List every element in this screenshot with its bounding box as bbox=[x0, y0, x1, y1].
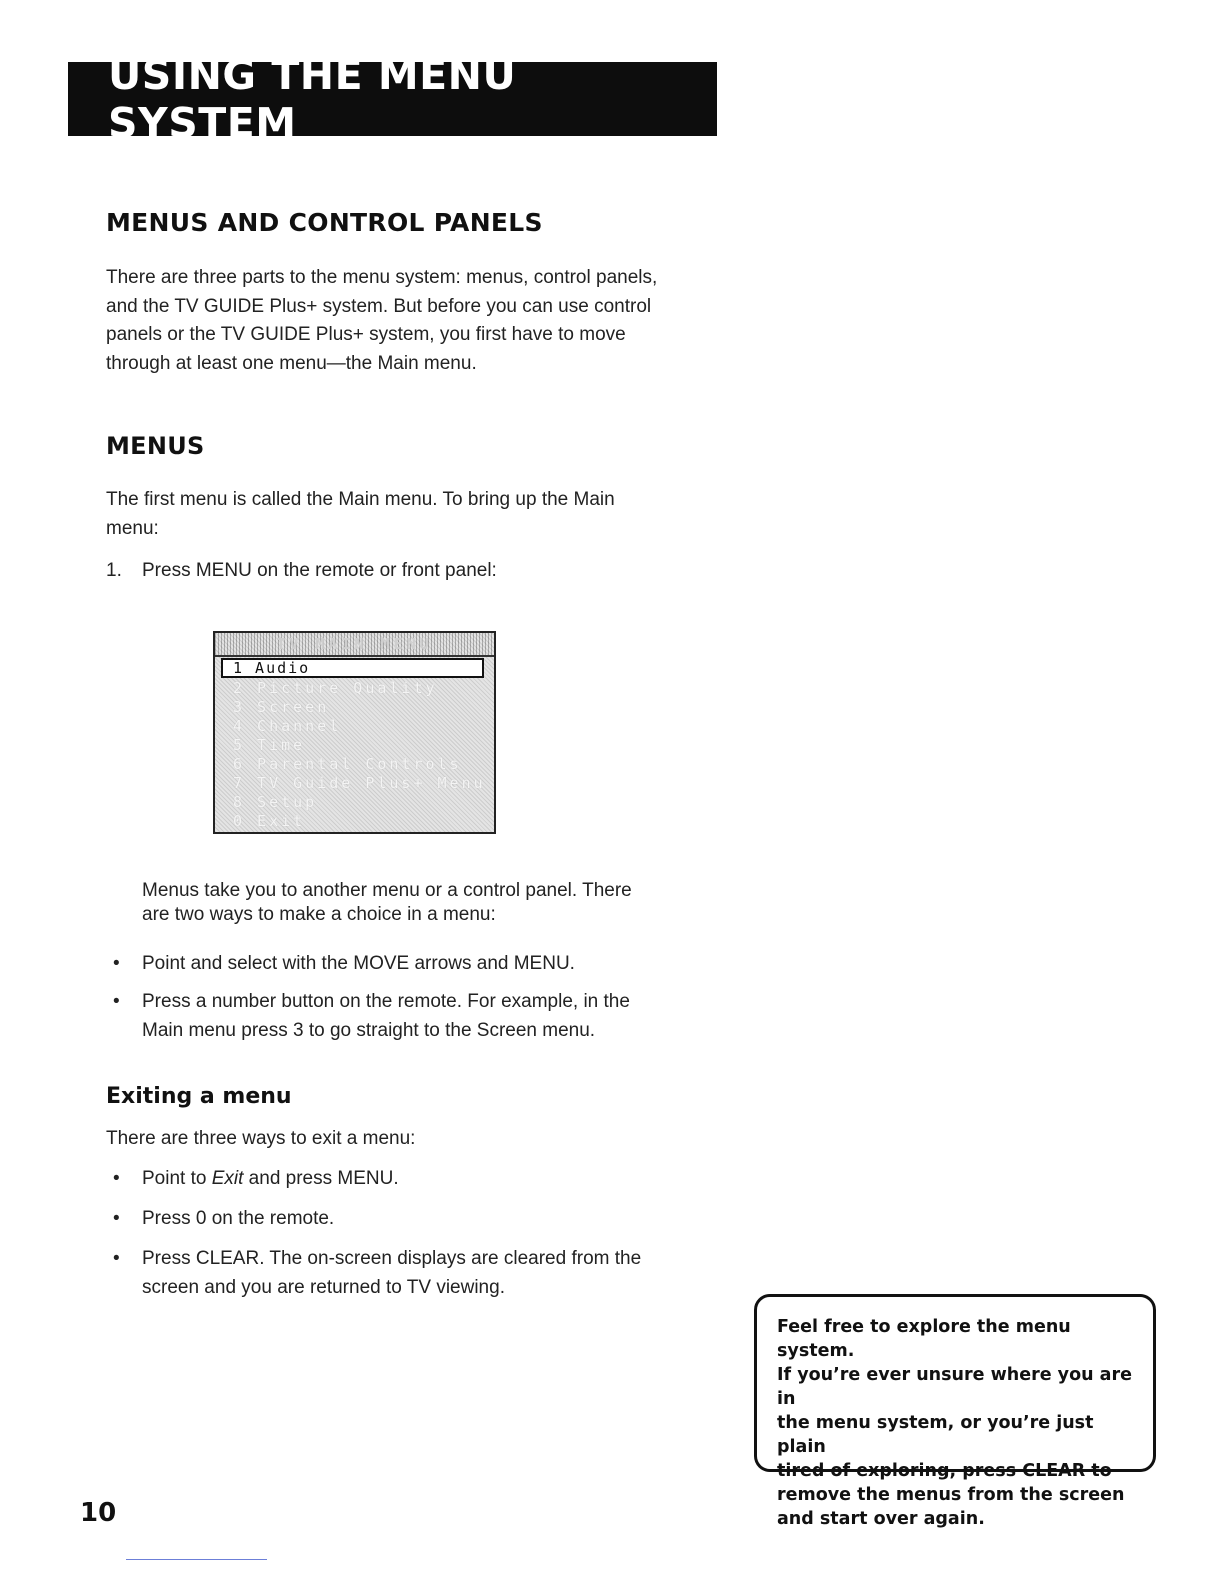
step-text: Press MENU on the remote or front panel: bbox=[142, 560, 497, 581]
tip-line: tired of exploring, press CLEAR to bbox=[777, 1461, 1112, 1481]
intro-paragraph bbox=[106, 264, 726, 378]
bullet-dot: • bbox=[113, 1248, 120, 1269]
bullet-text bbox=[142, 988, 726, 1045]
tip-line: If you’re ever unsure where you are in bbox=[777, 1365, 1132, 1409]
bullet-line: Press CLEAR. The on-screen displays are cleared from the bbox=[142, 1248, 642, 1269]
main-menu-paragraph bbox=[106, 486, 706, 543]
bullet-line: Press a number button on the remote. For example, in the bbox=[142, 991, 630, 1012]
intro-line: through at least one menu—the Main menu. bbox=[106, 352, 477, 374]
tv-menu-item-picture-quality: 2 Picture Quality bbox=[233, 679, 438, 697]
tip-line: Feel free to explore the menu system. bbox=[777, 1317, 1071, 1361]
bullet-press-clear bbox=[106, 1245, 726, 1302]
tip-box bbox=[754, 1294, 1156, 1529]
intro-line: There are three parts to the menu system: menus, control panels, bbox=[106, 267, 658, 288]
footer-rule bbox=[126, 1559, 267, 1560]
bullet-dot: • bbox=[113, 1208, 120, 1229]
intro-line: and the TV GUIDE Plus+ system. But before you can use control bbox=[106, 295, 652, 317]
bullet-dot: • bbox=[113, 953, 120, 974]
bullet-text-after: and press MENU. bbox=[243, 1168, 399, 1189]
bullet-dot: • bbox=[113, 991, 120, 1012]
bullet-press-zero bbox=[106, 1205, 726, 1234]
tip-text bbox=[777, 1315, 1139, 1531]
heading-menus: MENUS bbox=[106, 432, 205, 460]
tv-menu-item-screen: 3 Screen bbox=[233, 698, 330, 716]
tv-menu-item-setup: 8 Setup bbox=[233, 793, 318, 811]
tip-line: the menu system, or you’re just plain bbox=[777, 1413, 1094, 1457]
intro-line: panels or the TV GUIDE Plus+ system, you first have to move bbox=[106, 324, 626, 345]
paragraph-line: are two ways to make a choice in a menu: bbox=[142, 904, 496, 925]
menus-explanation-paragraph bbox=[142, 879, 722, 927]
tv-menu-list bbox=[215, 658, 494, 831]
tip-line: and start over again. bbox=[777, 1509, 985, 1529]
tv-menu-item-tv-guide-plus: 7 TV Guide Plus+ Menu bbox=[233, 774, 486, 792]
bullet-text: Press 0 on the remote. bbox=[142, 1208, 335, 1229]
tv-main-menu-screenshot bbox=[213, 631, 496, 834]
tv-menu-item-time: 5 Time bbox=[233, 736, 306, 754]
bullet-text-italic: Exit bbox=[211, 1168, 244, 1189]
tv-menu-item-audio: 1 Audio bbox=[221, 658, 484, 678]
tv-menu-item-channel: 4 Channel bbox=[233, 717, 342, 735]
bullet-number-button bbox=[106, 988, 726, 1045]
page-number: 10 bbox=[80, 1498, 117, 1528]
exit-intro: There are three ways to exit a menu: bbox=[106, 1128, 416, 1149]
heading-menus-and-control-panels: MENUS AND CONTROL PANELS bbox=[106, 208, 543, 237]
paragraph-line: menu: bbox=[106, 517, 159, 539]
bullet-line: screen and you are returned to TV viewing. bbox=[142, 1276, 505, 1298]
tv-menu-item-parental-controls: 6 Parental Controls bbox=[233, 755, 462, 773]
bullet-text bbox=[142, 1165, 726, 1194]
banner-title: USING THE MENU SYSTEM bbox=[108, 51, 517, 147]
bullet-point-select bbox=[106, 950, 726, 979]
tv-menu-item-exit: 0 Exit bbox=[233, 812, 306, 830]
tv-menu-title: TV MAIN MENU bbox=[215, 633, 494, 657]
step-number: 1. bbox=[106, 560, 122, 581]
bullet-dot: • bbox=[113, 1168, 120, 1189]
section-banner bbox=[68, 51, 717, 147]
bullet-point-to-exit bbox=[106, 1165, 726, 1194]
bullet-text-before: Point to bbox=[142, 1168, 212, 1189]
step-1 bbox=[106, 557, 497, 585]
bullet-text: Point and select with the MOVE arrows and MENU. bbox=[142, 953, 575, 974]
tip-line: remove the menus from the screen bbox=[777, 1485, 1125, 1505]
bullet-line: Main menu press 3 to go straight to the Screen menu. bbox=[142, 1019, 596, 1041]
heading-exiting-a-menu: Exiting a menu bbox=[106, 1084, 292, 1109]
bullet-text bbox=[142, 1245, 726, 1302]
paragraph-line: Menus take you to another menu or a control panel. There bbox=[142, 880, 632, 901]
paragraph-line: The first menu is called the Main menu. To bring up the Main bbox=[106, 489, 615, 510]
